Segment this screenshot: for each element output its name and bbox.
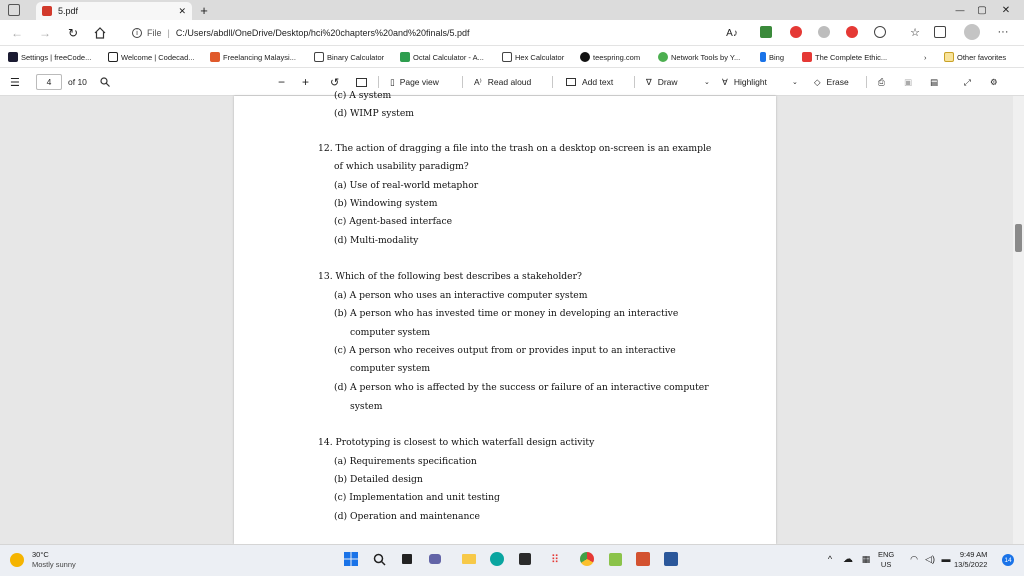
- octal-calc-icon: [400, 52, 410, 62]
- vscode-icon[interactable]: [605, 549, 625, 569]
- pdf-settings-icon[interactable]: ⚙: [990, 76, 998, 87]
- taskbar-search-icon[interactable]: [369, 549, 389, 569]
- q13-option-a: (a) A person who uses an interactive computer system: [334, 290, 588, 301]
- favorite-item-6[interactable]: teespring.com: [580, 50, 640, 64]
- fe-icon: [210, 52, 220, 62]
- q14-text: 14. Prototyping is closest to which waterfall design activity: [318, 437, 595, 448]
- settings-more-button[interactable]: ···: [997, 26, 1009, 38]
- vertical-scrollbar[interactable]: [1013, 96, 1024, 544]
- print-icon[interactable]: ⎙: [878, 76, 885, 87]
- page-number-input[interactable]: 4: [36, 74, 62, 90]
- codecademy-icon: [108, 52, 118, 62]
- notification-badge[interactable]: 14: [1002, 554, 1014, 566]
- rotate-icon[interactable]: ↺: [330, 76, 340, 89]
- clock-time: 9:49 AM: [959, 550, 988, 559]
- favorite-item-7[interactable]: Network Tools by Y...: [658, 50, 740, 64]
- read-aloud-button[interactable]: A⁾ Read aloud: [474, 76, 532, 87]
- tray-app-icon[interactable]: ▦: [861, 553, 871, 564]
- refresh-icon[interactable]: ↻: [67, 26, 79, 40]
- language-indicator[interactable]: [878, 550, 894, 570]
- draw-button[interactable]: ∇ Draw: [646, 76, 678, 87]
- file-explorer-icon[interactable]: [459, 549, 479, 569]
- pdf-page: [234, 90, 776, 544]
- fullscreen-icon[interactable]: ⤢: [964, 76, 971, 87]
- minimize-button[interactable]: —: [955, 5, 965, 15]
- toolbar-divider: [866, 76, 867, 88]
- erase-button[interactable]: ◇ Erase: [814, 76, 849, 87]
- page-count: of 10: [68, 77, 87, 87]
- new-tab-button[interactable]: +: [200, 2, 208, 18]
- favorite-item-0[interactable]: Settings | freeCode...: [8, 50, 91, 64]
- weather-widget[interactable]: [10, 549, 76, 571]
- save-icon[interactable]: ▣: [904, 76, 913, 87]
- weather-temp: 30°C: [32, 550, 49, 559]
- url-divider: |: [167, 28, 170, 38]
- favorite-item-3[interactable]: Binary Calculator: [314, 50, 384, 64]
- q13-option-b: (b) A person who has invested time or money in developing an interactive: [334, 308, 679, 319]
- save-as-icon[interactable]: ▤: [930, 76, 939, 87]
- teespring-icon: [580, 52, 590, 62]
- favorite-item-5[interactable]: Hex Calculator: [502, 50, 564, 64]
- chat-icon[interactable]: [425, 549, 445, 569]
- favorite-item-4[interactable]: Octal Calculator - A...: [400, 50, 484, 64]
- word-icon[interactable]: [661, 549, 681, 569]
- favorites-overflow-icon[interactable]: ›: [924, 52, 927, 62]
- sun-icon: [10, 553, 24, 567]
- task-view-icon[interactable]: [397, 549, 417, 569]
- read-aloud-url-icon[interactable]: A♪: [726, 27, 738, 39]
- home-icon[interactable]: [92, 25, 108, 41]
- url-field[interactable]: [132, 24, 772, 42]
- scrollbar-thumb[interactable]: [1015, 224, 1022, 252]
- start-button[interactable]: [341, 549, 361, 569]
- favorites-icon[interactable]: ☆: [910, 26, 920, 39]
- maximize-button[interactable]: ▢: [977, 4, 987, 16]
- add-text-icon: [566, 78, 576, 86]
- toolbar-divider: [634, 76, 635, 88]
- calculator-icon: [314, 52, 324, 62]
- extension-icon-2[interactable]: [790, 26, 802, 38]
- erase-icon: ◇: [814, 76, 821, 87]
- draw-icon: ∇: [646, 76, 652, 87]
- store-icon[interactable]: [515, 549, 535, 569]
- freecodecamp-icon: [8, 52, 18, 62]
- page-view-button[interactable]: ▯ Page view: [390, 76, 439, 87]
- search-icon[interactable]: [100, 74, 110, 90]
- volume-icon[interactable]: ◁): [925, 553, 935, 564]
- edge-icon[interactable]: [487, 549, 507, 569]
- zoom-out-button[interactable]: −: [278, 75, 286, 89]
- tab-actions-icon[interactable]: [8, 4, 20, 16]
- youtube-icon: [802, 52, 812, 62]
- forward-icon[interactable]: →: [39, 26, 51, 40]
- q13-option-b-cont: computer system: [350, 327, 431, 338]
- tab-title: 5.pdf: [58, 6, 79, 16]
- onedrive-icon[interactable]: ☁: [843, 553, 853, 565]
- q12-option-b: (b) Windowing system: [334, 198, 438, 209]
- favorite-item-2[interactable]: Freelancing Malaysi...: [210, 50, 296, 64]
- url-scheme: File: [147, 28, 162, 38]
- q11-option-d: (d) WIMP system: [334, 108, 415, 119]
- favorite-item-1[interactable]: Welcome | Codecad...: [108, 50, 195, 64]
- q12-option-a: (a) Use of real-world metaphor: [334, 180, 479, 191]
- other-favorites[interactable]: Other favorites: [944, 50, 1006, 64]
- lang-code: ENG: [878, 550, 895, 559]
- address-bar-row: [0, 20, 1024, 46]
- close-window-button[interactable]: ✕: [1001, 4, 1011, 16]
- q14-option-c: (c) Implementation and unit testing: [334, 492, 500, 503]
- read-aloud-icon: A⁾: [474, 76, 482, 87]
- toolbar-divider: [462, 76, 463, 88]
- powerpoint-icon[interactable]: [633, 549, 653, 569]
- q12-option-d: (d) Multi-modality: [334, 235, 419, 246]
- hex-calc-icon: [502, 52, 512, 62]
- tab-bar: [0, 0, 1024, 20]
- add-text-button[interactable]: Add text: [566, 74, 613, 90]
- region-code: US: [880, 560, 892, 569]
- clock[interactable]: [954, 550, 987, 570]
- clock-date: 13/5/2022: [954, 560, 988, 569]
- collections-icon[interactable]: [934, 26, 946, 38]
- battery-icon[interactable]: ▬: [941, 554, 951, 564]
- network-tools-icon: [658, 52, 668, 62]
- extension-icon-3[interactable]: [818, 26, 830, 38]
- q13-option-d-cont: system: [350, 401, 383, 412]
- favorite-item-8[interactable]: Bing: [760, 50, 784, 64]
- q12-text-cont: of which usability paradigm?: [334, 161, 469, 172]
- tray-overflow-icon[interactable]: ^: [827, 554, 833, 564]
- highlight-icon: ∀: [722, 76, 728, 87]
- fit-page-icon[interactable]: [356, 74, 367, 90]
- favorite-item-9[interactable]: The Complete Ethic...: [802, 50, 887, 64]
- q13-option-d: (d) A person who is affected by the success or failure of an interactive computer: [334, 382, 709, 393]
- extension-icon-1[interactable]: [760, 26, 772, 38]
- option-c-cut: (c) A system: [334, 90, 392, 101]
- highlight-dropdown-icon[interactable]: ⌄: [792, 79, 798, 86]
- bing-icon: [760, 52, 766, 62]
- q12-text: 12. The action of dragging a file into the trash on a desktop on-screen is an example: [318, 143, 712, 154]
- chrome-icon[interactable]: [577, 549, 597, 569]
- q13-option-c-cont: computer system: [350, 363, 431, 374]
- highlight-button[interactable]: ∀ Highlight: [722, 76, 767, 87]
- app-icon-tiles[interactable]: ⠿: [550, 553, 560, 566]
- page-view-icon: ▯: [390, 76, 395, 87]
- profile-avatar[interactable]: [964, 24, 980, 40]
- q13-text: 13. Which of the following best describes a stakeholder?: [318, 271, 582, 282]
- q14-option-a: (a) Requirements specification: [334, 456, 477, 467]
- extension-icon-5[interactable]: [874, 26, 886, 38]
- folder-icon: [944, 52, 954, 62]
- extension-icon-4[interactable]: [846, 26, 858, 38]
- wifi-icon[interactable]: ◠: [910, 553, 918, 564]
- back-icon[interactable]: ←: [11, 26, 23, 40]
- contents-icon[interactable]: ☰: [10, 76, 20, 89]
- tab-close-icon[interactable]: ✕: [178, 5, 186, 16]
- q12-option-c: (c) Agent-based interface: [334, 216, 453, 227]
- zoom-in-button[interactable]: +: [302, 75, 310, 89]
- tab-active[interactable]: [36, 2, 192, 20]
- toolbar-divider: [378, 76, 379, 88]
- q14-option-d: (d) Operation and maintenance: [334, 511, 480, 522]
- pdf-file-icon: [42, 6, 52, 16]
- q13-option-c: (c) A person who receives output from or provides input to an interactive: [334, 345, 676, 356]
- toolbar-divider: [552, 76, 553, 88]
- url-text: C:/Users/abdll/OneDrive/Desktop/hci%20chapters%20and%20finals/5.pdf: [175, 28, 470, 38]
- info-icon[interactable]: i: [132, 28, 142, 38]
- draw-dropdown-icon[interactable]: ⌄: [704, 79, 710, 86]
- q14-option-b: (b) Detailed design: [334, 474, 423, 485]
- weather-desc: Mostly sunny: [32, 560, 76, 569]
